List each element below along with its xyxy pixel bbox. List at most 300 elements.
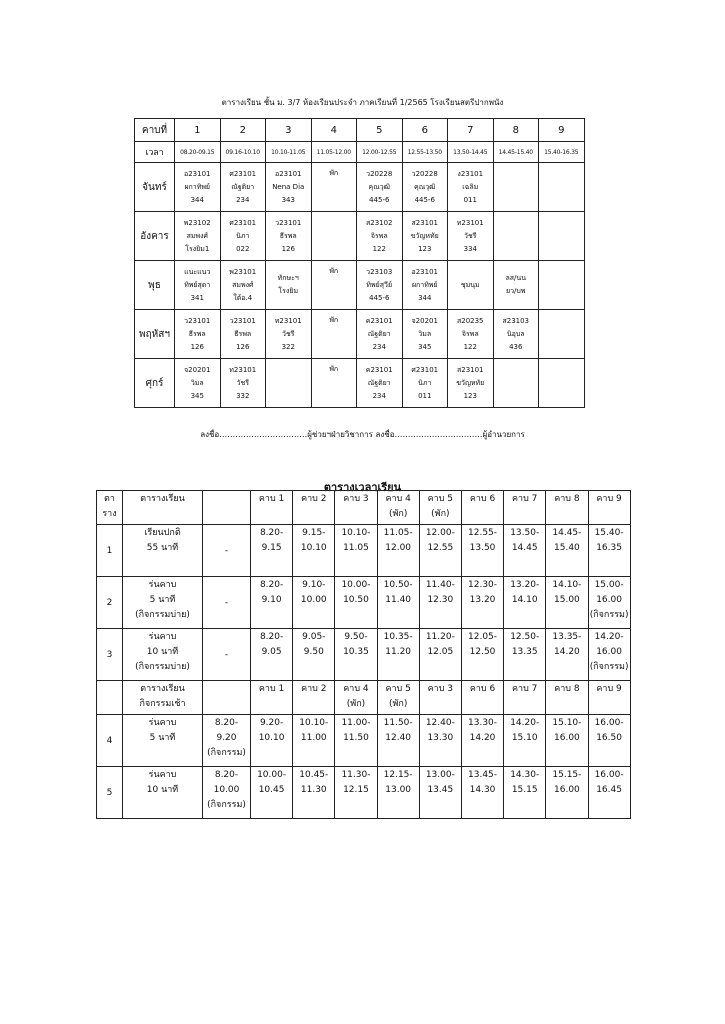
class-cell [448,310,494,359]
schedule-period-header [335,681,377,715]
schedule-no: 3 [97,629,123,681]
cell-line: 10.00 [300,595,327,605]
schedule-period-header [504,491,546,525]
class-cell [402,163,448,212]
cell-line: 16.50 [596,733,622,743]
cell-line: (กิจกรรม) [589,610,629,620]
schedule-extra [203,629,251,681]
period-number: 3 [266,119,312,142]
cell-line: 344 [190,195,204,204]
cell-line: คาบ 8 [554,684,580,694]
schedule-type [123,629,203,681]
schedule-time [251,525,293,577]
cell-line: โรงยิม1 [185,244,210,253]
cell-line: 10.10- [299,718,329,728]
class-cell [493,310,539,359]
cell-line: ส23103 [502,316,530,325]
cell-line: 126 [281,244,295,253]
cell-line: 445-6 [369,195,390,204]
schedule-header-row [97,491,631,525]
cell-line: 10.50 [343,595,369,605]
period-schedule-table [96,490,631,819]
schedule-time [251,715,293,767]
day-row [135,163,585,212]
cell-line: 10.45 [258,785,285,795]
schedule-time [377,525,419,577]
cell-line: วัชรี [236,378,249,387]
cell-line: 14.20- [510,718,540,728]
day-name: อังคาร [135,212,175,261]
cell-line: 13.45 [427,785,454,795]
class-cell [402,359,448,408]
cell-line: 13.30 [427,733,454,743]
cell-line: 8.20- [214,718,239,728]
schedule-extra [203,767,251,819]
cell-line: (กิจกรรม) [207,748,246,758]
cell-line: 11.20 [385,647,412,657]
schedule-row [97,577,631,629]
cell-line: 5 นาที [149,595,176,605]
break-label: พัก [329,316,339,324]
cell-line: จ20201 [411,316,438,325]
cell-line: 12.50- [510,632,540,642]
class-cell [448,163,494,212]
schedule-time [588,525,630,577]
cell-line: 10.45- [299,770,329,780]
schedule-time [251,767,293,819]
cell-line: คาบ 5 [427,494,454,504]
schedule-time [504,767,546,819]
cell-line: ลส/นน [505,274,526,282]
cell-line: (พัก) [431,509,450,519]
cell-line: คาบ 4 [385,494,411,504]
cell-line: 13.20- [510,580,540,590]
schedule-time [335,767,377,819]
schedule-time [504,577,546,629]
cell-line: 345 [418,342,432,351]
class-timetable [134,118,585,408]
cell-line: 9.10- [302,580,326,590]
class-cell [539,310,585,359]
schedule-type-header [123,491,203,525]
class-cell [311,212,357,261]
signature-line: ลงชื่อ……………………………ผู้ช่วยฯฝ่ายวิชาการ ลงชื่อ……………………………ผู้อำนวยการ [200,430,525,439]
cell-line: 12.40- [425,718,455,728]
class-cell [175,310,221,359]
cell-line: ง23101 [457,169,484,178]
cell-line: ร่นคาบ [148,580,177,590]
cell-line: 11.00- [341,718,371,728]
schedule-extra [203,577,251,629]
day-row [135,212,585,261]
cell-line: 10 นาที [146,647,179,657]
cell-line: 13.00- [425,770,455,780]
class-cell [266,212,312,261]
class-cell [448,359,494,408]
cell-line: 234 [236,195,250,204]
cell-line: คาบ 9 [596,684,622,694]
cell-line: 123 [418,244,432,253]
cell-line: 15.15 [511,785,538,795]
class-cell [175,261,221,310]
schedule-type-header [123,681,203,715]
schedule-time [504,629,546,681]
schedule-period-header [546,681,588,715]
cell-line: 9.05 [261,647,282,657]
cell-line: 16.00- [594,718,624,728]
class-cell [220,261,266,310]
cell-line: คุณวุฒิ [414,182,436,191]
cell-line: 445-6 [414,195,435,204]
schedule-time [461,767,503,819]
cell-line: 16.35 [596,543,622,553]
schedule-time [251,577,293,629]
class-cell [175,163,221,212]
schedule-period-header [335,491,377,525]
cell-line: 13.50 [469,543,496,553]
cell-line: 332 [236,391,250,400]
schedule-time [293,577,335,629]
cell-line: คาบ 4 [343,684,369,694]
cell-line: อ23101 [275,169,302,178]
cell-line: ศ23101 [229,218,257,227]
class-cell [539,261,585,310]
schedule-time [293,715,335,767]
cell-line: คาบ 1 [258,684,285,694]
schedule-no: 2 [97,577,123,629]
period-number: 6 [402,119,448,142]
cell-line: 15.00- [594,580,624,590]
cell-line: คาบ 9 [596,494,622,504]
cell-line: 9.05- [302,632,326,642]
schedule-type [123,577,203,629]
class-cell [220,359,266,408]
schedule-time [419,525,461,577]
schedule-time [293,767,335,819]
class-cell [493,261,539,310]
cell-line: 8.20- [214,770,239,780]
cell-line: ธีรพล [234,329,252,338]
cell-line: 14.45- [552,528,582,538]
schedule-period-header [377,681,419,715]
cell-line: (กิจกรรม) [207,800,246,810]
class-cell [357,359,403,408]
cell-line: ค23101 [365,316,393,325]
cell-line: ณัฐติยา [231,182,255,191]
schedule-period-header [461,681,503,715]
schedule-extra [203,525,251,577]
cell-line: นิอุบล [506,329,525,338]
cell-line: 11.30- [341,770,371,780]
cell-line: (กิจกรรม) [589,662,629,672]
cell-line: 14.10 [511,595,538,605]
schedule-time [546,767,588,819]
cell-line: วิมล [418,329,432,338]
schedule-period-header [293,491,335,525]
cell-line: ว23103 [366,267,393,276]
cell-line: จิรพล [461,329,479,338]
cell-line: 13.20 [469,595,496,605]
cell-line: 11.05 [343,543,369,553]
period-number: 9 [539,119,585,142]
cell-line: (พัก) [346,699,366,709]
cell-line: ส23101 [411,218,439,227]
period-number: 1 [175,119,221,142]
cell-line: 10.35- [383,632,413,642]
cell-line: ผกาทิพย์ [411,280,438,289]
schedule-no: 1 [97,525,123,577]
cell-line: เรียนปกติ [144,528,181,538]
cell-line: 5 นาที [149,733,176,743]
cell-line: 12.05 [427,647,454,657]
cell-line: 13.35- [552,632,582,642]
schedule-time [377,629,419,681]
cell-line: 8.20- [259,632,284,642]
cell-line: 10 นาที [146,785,179,795]
schedule-period-header [588,681,630,715]
cell-line: 10.00- [257,770,287,780]
class-cell [175,359,221,408]
cell-line: ว23101 [184,316,211,325]
cell-line: 126 [190,342,204,351]
cell-line: เฉลิม [462,182,479,191]
cell-line: พ23101 [229,267,257,276]
cell-line: 8.20- [259,580,284,590]
cell-line: 15.40- [594,528,624,538]
cell-line: 15.15- [552,770,582,780]
schedule-header-row [97,681,631,715]
schedule-no-header [97,491,123,525]
period-time: 09.16-10.10 [220,142,266,163]
cell-line: 9.50 [303,647,324,657]
cell-line: ท23101 [229,365,257,374]
schedule-time [504,525,546,577]
cell-line: ร่นคาบ [148,632,177,642]
cell-line: 9.15 [261,543,282,553]
cell-line: 14.30- [510,770,540,780]
cell-line: 14.20 [554,647,580,657]
cell-line: 15.00 [554,595,580,605]
cell-line: 14.10- [552,580,582,590]
cell-line: 16.00 [554,785,580,795]
cell-line: นิภา [418,378,432,387]
cell-line: ทิพย์สุดา [184,280,211,289]
class-cell [266,310,312,359]
cell-line: ธีรพล [279,231,297,240]
schedule-row [97,525,631,577]
schedule-type [123,767,203,819]
schedule-time [546,525,588,577]
cell-line: 13.45- [468,770,498,780]
cell-line: (พัก) [388,699,408,709]
schedule-period-header [419,681,461,715]
class-cell [357,261,403,310]
schedule-time [335,715,377,767]
cell-line: 122 [463,342,477,351]
cell-line: วิมล [190,378,204,387]
schedule-time [293,629,335,681]
period-number: 4 [311,119,357,142]
cell-line: 10.35 [343,647,369,657]
cell-line: 345 [190,391,204,400]
cell-line: ใต้อ.4 [233,293,253,302]
cell-line: ว20228 [366,169,393,178]
cell-line: ส20235 [456,316,484,325]
schedule-row [97,629,631,681]
class-cell [175,212,221,261]
cell-line: 9.20- [259,718,284,728]
cell-line: (พัก) [388,509,408,519]
cell-line: ณัฐติยา [367,329,391,338]
class-cell [448,212,494,261]
day-row [135,359,585,408]
schedule-time [335,525,377,577]
cell-line: ว23101 [275,218,302,227]
cell-line: ราง [102,509,117,519]
cell-line: 15.10- [552,718,582,728]
cell-line: คาบ 7 [512,494,538,504]
schedule-period-header [293,681,335,715]
period-time: 12.00-12.55 [357,142,403,163]
cell-line: 15.40 [554,543,580,553]
class-timetable-title: ตารางเรียน ชั้น ม. 3/7 ห้องเรียนประจำ ภาคเรียนที่ 1/2565 โรงเรียนสตรีปากพนัง [221,98,504,107]
schedule-time [377,577,419,629]
time-row [135,142,585,163]
cell-line: 12.05- [468,632,498,642]
cell-line: (กิจกรรมบ่าย) [135,662,190,672]
cell-line: 11.50 [343,733,369,743]
cell-line: จ20201 [184,365,211,374]
class-cell [539,359,585,408]
schedule-row [97,767,631,819]
schedule-period-header [461,491,503,525]
schedule-period-header [504,681,546,715]
cell-line: (กิจกรรมบ่าย) [135,610,190,620]
schedule-no-header [97,681,123,715]
cell-line: วัชรี [464,231,477,240]
schedule-time [546,629,588,681]
class-cell [402,212,448,261]
class-cell [448,261,494,310]
cell-line: 10.10- [341,528,371,538]
cell-line: 234 [372,391,386,400]
class-cell [357,212,403,261]
period-header-row [135,119,585,142]
schedule-time [461,525,503,577]
cell-line: 9.10 [261,595,282,605]
cell-line: 11.40 [385,595,412,605]
cell-line: คาบ 3 [343,494,369,504]
class-cell [539,212,585,261]
day-row [135,310,585,359]
cell-line: 234 [372,342,386,351]
class-cell [220,163,266,212]
cell-line: คาบ 6 [469,494,496,504]
schedule-time [546,577,588,629]
cell-line: จิรพล [370,231,388,240]
cell-line: ชุมนุม [460,280,480,289]
cell-line: คาบ 2 [301,684,327,694]
schedule-extra-header [203,681,251,715]
cell-line: ขวัญหทัย [456,378,485,387]
cell-line: 11.40- [425,580,455,590]
class-cell [493,163,539,212]
cell-line: 11.50- [383,718,413,728]
class-cell [311,359,357,408]
cell-line: วัชรี [282,329,295,338]
cell-line: 123 [463,391,477,400]
cell-line: 12.40 [385,733,412,743]
cell-line: 12.50 [469,647,496,657]
cell-line: ตารางเรียน [140,494,185,504]
cell-line: 13.30- [468,718,498,728]
schedule-period-header [377,491,419,525]
cell-line: ณัฐติยา [367,378,391,387]
cell-line: 11.30 [300,785,327,795]
cell-line: 341 [190,293,204,302]
cell-line: 445-6 [369,293,390,302]
cell-line: ส23102 [365,218,393,227]
cell-line: กิจกรรมเช้า [139,699,186,709]
cell-line: ร่นคาบ [148,770,177,780]
cell-line: ท23101 [274,316,302,325]
schedule-type [123,715,203,767]
cell-line: 16.00 [596,647,622,657]
cell-line: 14.20- [594,632,624,642]
cell-line: คาบ 3 [427,684,454,694]
schedule-period-header [419,491,461,525]
cell-line: ตา [104,494,115,504]
cell-line: แนะแนว [184,267,211,276]
cell-line: โรงยิม [278,287,299,295]
cell-line: 322 [281,342,295,351]
schedule-time [419,767,461,819]
class-cell [311,261,357,310]
schedule-period-header [251,491,293,525]
cell-line: สมพงศ์ [186,231,208,240]
cell-line: 14.30 [469,785,496,795]
cell-line: 122 [372,244,386,253]
cell-line: - [224,545,229,556]
class-cell [311,310,357,359]
schedule-time [588,629,630,681]
period-time: 15.40-16.35 [539,142,585,163]
schedule-time [293,525,335,577]
cell-line: 55 นาที [146,543,179,553]
time-label: เวลา [135,142,175,163]
period-time: 11.05-12.00 [311,142,357,163]
schedule-time [251,629,293,681]
cell-line: 12.00 [385,543,412,553]
break-label: พัก [329,169,339,177]
cell-line: 10.10 [258,733,285,743]
schedule-time [546,715,588,767]
cell-line: ทักษะฯ [277,274,299,282]
cell-line: 12.55- [468,528,498,538]
cell-line: 10.00 [213,785,240,795]
cell-line: คาบ 2 [301,494,327,504]
cell-line: 12.55 [427,543,454,553]
class-cell [220,310,266,359]
schedule-time [335,629,377,681]
schedule-time [419,577,461,629]
cell-line: คุณวุฒิ [368,182,390,191]
cell-line: ผกาทิพย์ [184,182,211,191]
cell-line: 12.30 [427,595,454,605]
schedule-period-header [251,681,293,715]
schedule-time [419,629,461,681]
cell-line: 11.05- [383,528,413,538]
